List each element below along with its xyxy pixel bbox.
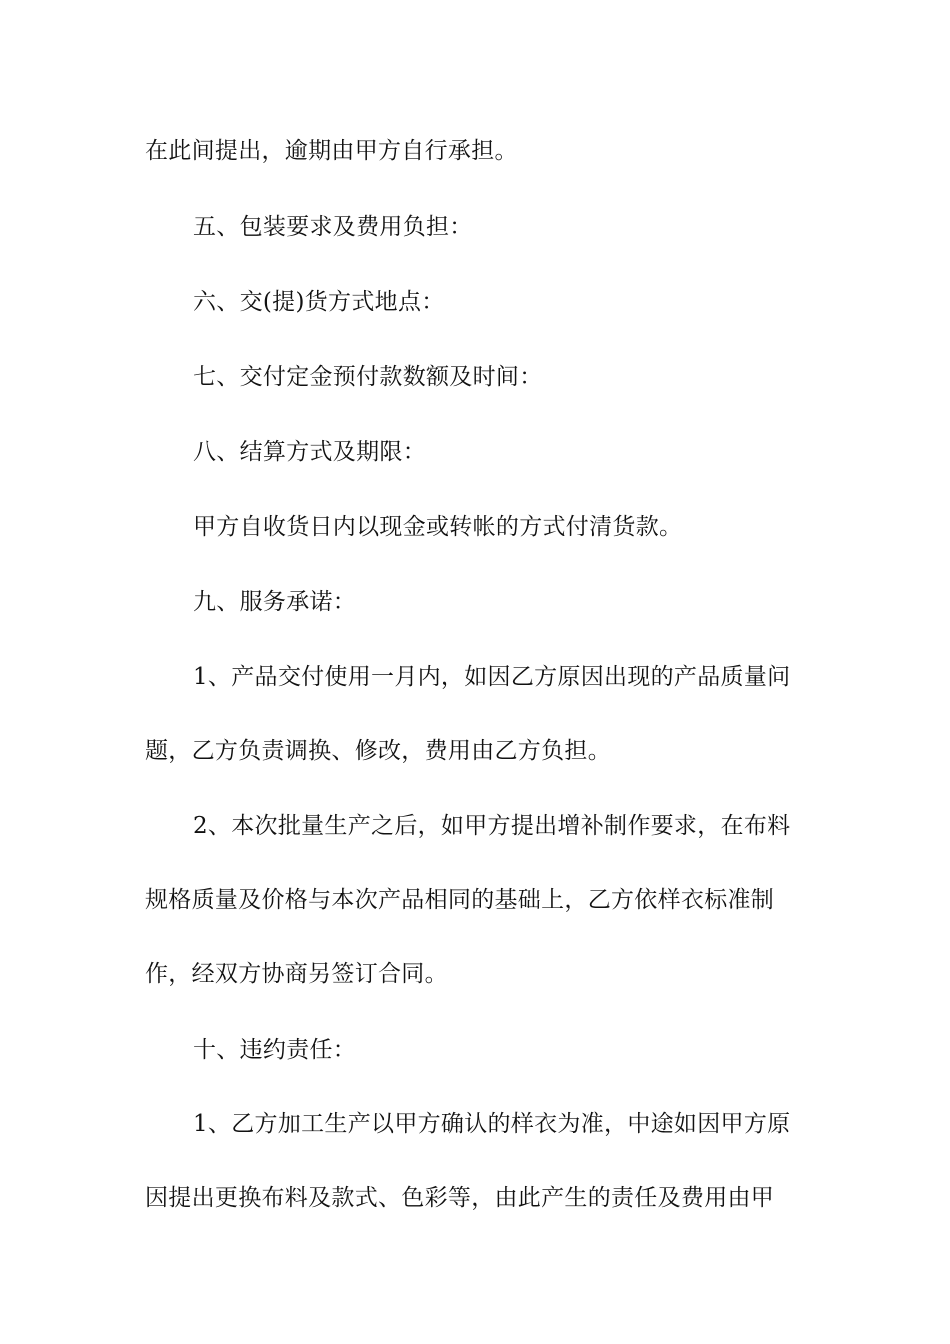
liability-item-1-line-2: 因提出更换布料及款式、色彩等，由此产生的责任及费用由甲 <box>145 1185 775 1211</box>
service-item-2-line-3: 作，经双方协商另签订合同。 <box>145 961 448 987</box>
text-line-1: 在此间提出，逾期由甲方自行承担。 <box>145 138 518 164</box>
service-item-2-line-2: 规格质量及价格与本次产品相同的基础上，乙方依样衣标准制 <box>145 887 775 913</box>
service-item-1-line-1: 1、产品交付使用一月内，如因乙方原因出现的产品质量问 <box>193 664 791 690</box>
section-heading-service: 九、服务承诺： <box>193 589 357 615</box>
section-heading-delivery: 六、交(提)货方式地点： <box>193 289 445 315</box>
service-item-1-line-2: 题，乙方负责调换、修改，费用由乙方负担。 <box>145 738 611 764</box>
section-heading-packaging: 五、包装要求及费用负担： <box>193 214 473 240</box>
section-heading-liability: 十、违约责任： <box>193 1037 357 1063</box>
section-heading-settlement: 八、结算方式及期限： <box>193 439 426 465</box>
service-item-2-line-1: 2、本次批量生产之后，如甲方提出增补制作要求，在布料 <box>193 813 791 839</box>
liability-item-1-line-1: 1、乙方加工生产以甲方确认的样衣为准，中途如因甲方原 <box>193 1111 791 1137</box>
text-line-settlement: 甲方自收货日内以现金或转帐的方式付清货款。 <box>193 514 683 540</box>
section-heading-deposit: 七、交付定金预付款数额及时间： <box>193 364 543 390</box>
